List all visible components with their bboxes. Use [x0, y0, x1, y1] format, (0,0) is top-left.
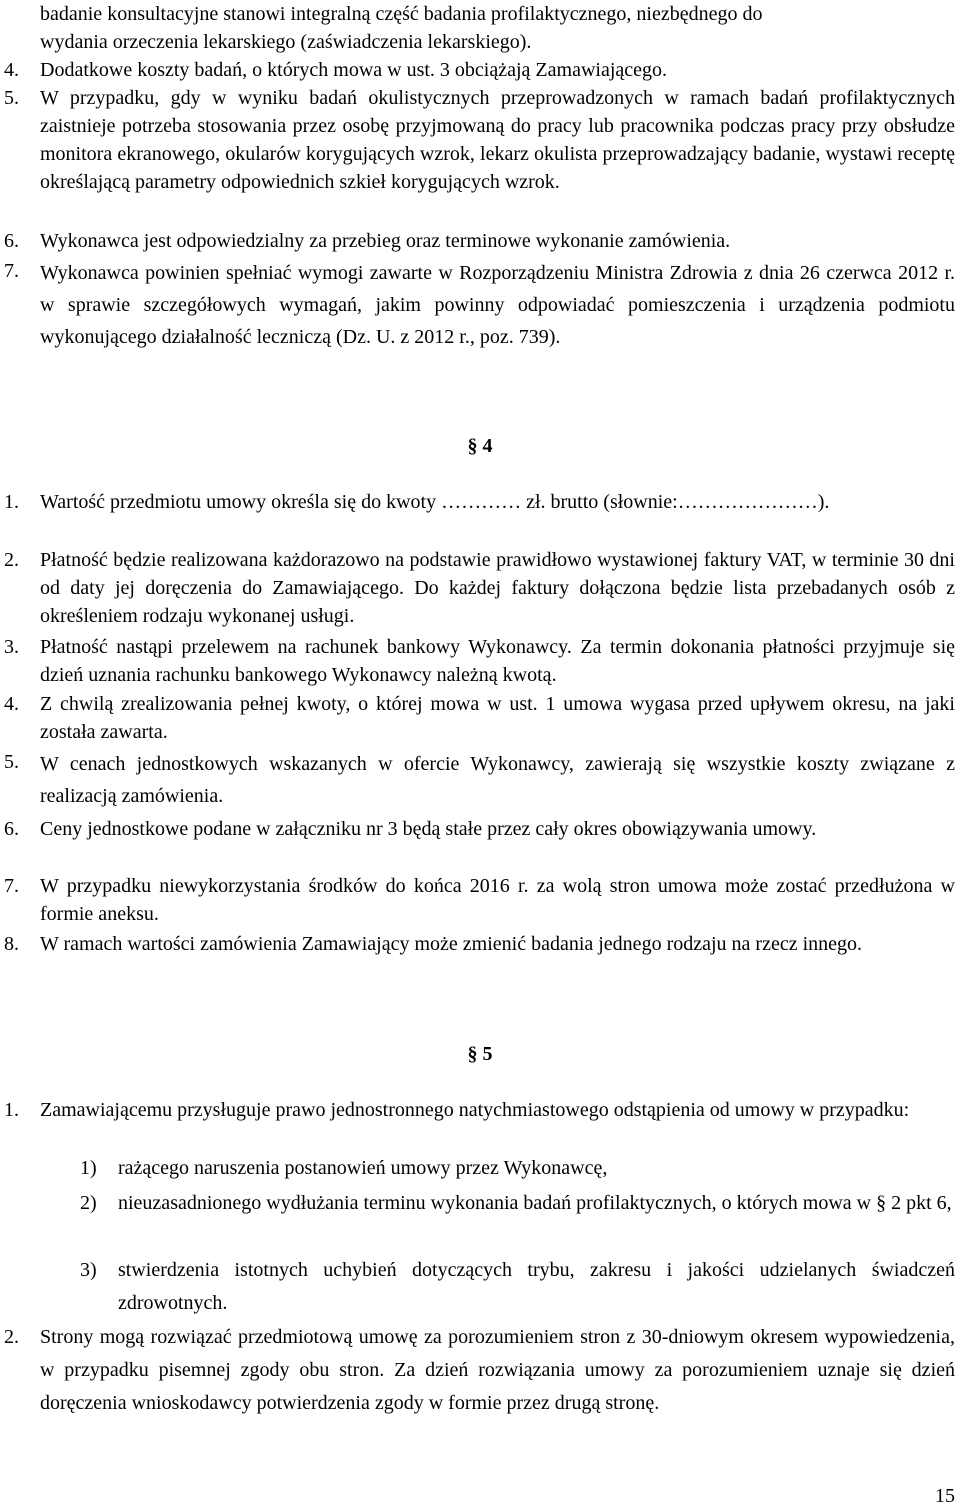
item-text: Wykonawca powinien spełniać wymogi zawarte w Rozporządzeniu Ministra Zdrowia z dnia 26 czerwca 2012 r. w sprawie szczegółowych wymagań, jakim powinny odpowiadać pomieszczenia i urządzenia podmiotu wykonującego działalność leczniczą (Dz. U. z 2012 r., poz. 739).	[40, 262, 955, 348]
item-number: 6.	[4, 818, 19, 840]
continuation-line-2: wydania orzeczenia lekarskiego (zaświadczenia lekarskiego).	[40, 31, 532, 53]
item-text: Wartość przedmiotu umowy określa się do kwoty ………… zł. brutto (słownie:…………………).	[40, 491, 830, 513]
item-number: 8.	[4, 933, 19, 955]
item-text: W przypadku, gdy w wyniku badań okulistycznych przeprowadzonych w ramach badań profilaktycznych zaistnieje potrzeba stosowania przez osobę przyjmowaną do pracy lub pracownika podczas pracy przy obsłudze monitora ekranowego, okularów korygujących wzrok, lekarz okulista przeprowadzający badanie, wystawi receptę określającą parametry odpowiednich szkieł korygujących wzrok.	[40, 87, 955, 193]
item-text: Wykonawca jest odpowiedzialny za przebieg oraz terminowe wykonanie zamówienia.	[40, 230, 731, 252]
item-text: Płatność nastąpi przelewem na rachunek bankowy Wykonawcy. Za termin dokonania płatności przyjmuje się dzień uznania rachunku bankowego Wykonawcy należną kwotą.	[40, 636, 955, 686]
item-text: Z chwilą zrealizowania pełnej kwoty, o której mowa w ust. 1 umowa wygasa przed upływem okresu, na jaki została zawarta.	[40, 693, 955, 743]
subitem-number: 2)	[80, 1192, 97, 1214]
item-text: Zamawiającemu przysługuje prawo jednostronnego natychmiastowego odstąpienia od umowy w przypadku:	[40, 1099, 910, 1121]
item-number: 7.	[4, 875, 19, 897]
item-number: 6.	[4, 230, 19, 252]
item-number: 1.	[4, 491, 19, 513]
section-heading-4: § 4	[467, 435, 493, 457]
subitem-number: 3)	[80, 1259, 97, 1281]
subitem-number: 1)	[80, 1157, 97, 1179]
item-text: Strony mogą rozwiązać przedmiotową umowę za porozumieniem stron z 30-dniowym okresem wypowiedzenia, w przypadku pisemnej zgody obu stron. Za dzień rozwiązania umowy za porozumieniem uznaje się dzień doręczenia wnioskodawcy potwierdzenia zgody w formie przez drugą stronę.	[40, 1326, 955, 1414]
continuation-line-1: badanie konsultacyjne stanowi integralną część badania profilaktycznego, niezbędnego do	[40, 3, 763, 25]
item-number: 5.	[4, 751, 19, 773]
item-text: Płatność będzie realizowana każdorazowo na podstawie prawidłowo wystawionej faktury VAT, w terminie 30 dni od daty jej doręczenia do Zamawiającego. Do każdej faktury dołączona będzie lista przebadanych osób z określeniem rodzaju wykonanej usługi.	[40, 549, 955, 627]
subitem-text: nieuzasadnionego wydłużania terminu wykonania badań profilaktycznych, o których mowa w § 2 pkt 6,	[118, 1192, 952, 1214]
item-text: W ramach wartości zamówienia Zamawiający może zmienić badania jednego rodzaju na rzecz innego.	[40, 933, 863, 955]
item-number: 4.	[4, 693, 19, 715]
subitem-text: stwierdzenia istotnych uchybień dotyczących trybu, zakresu i jakości udzielanych świadczeń zdrowotnych.	[118, 1259, 955, 1314]
item-number: 3.	[4, 636, 19, 658]
item-text: W przypadku niewykorzystania środków do końca 2016 r. za wolą stron umowa może zostać przedłużona w formie aneksu.	[40, 875, 955, 925]
item-number: 4.	[4, 59, 19, 81]
page-number: 15	[935, 1485, 955, 1507]
item-text: Dodatkowe koszty badań, o których mowa w ust. 3 obciążają Zamawiającego.	[40, 59, 668, 81]
item-number: 2.	[4, 549, 19, 571]
item-number: 7.	[4, 260, 19, 282]
item-number: 1.	[4, 1099, 19, 1121]
item-number: 2.	[4, 1326, 19, 1348]
section-heading-5: § 5	[467, 1043, 493, 1065]
item-text: Ceny jednostkowe podane w załączniku nr 3 będą stałe przez cały okres obowiązywania umowy.	[40, 818, 817, 840]
item-number: 5.	[4, 87, 19, 109]
item-text: W cenach jednostkowych wskazanych w ofercie Wykonawcy, zawierają się wszystkie koszty związane z realizacją zamówienia.	[40, 753, 955, 807]
subitem-text: rażącego naruszenia postanowień umowy przez Wykonawcę,	[118, 1157, 608, 1179]
